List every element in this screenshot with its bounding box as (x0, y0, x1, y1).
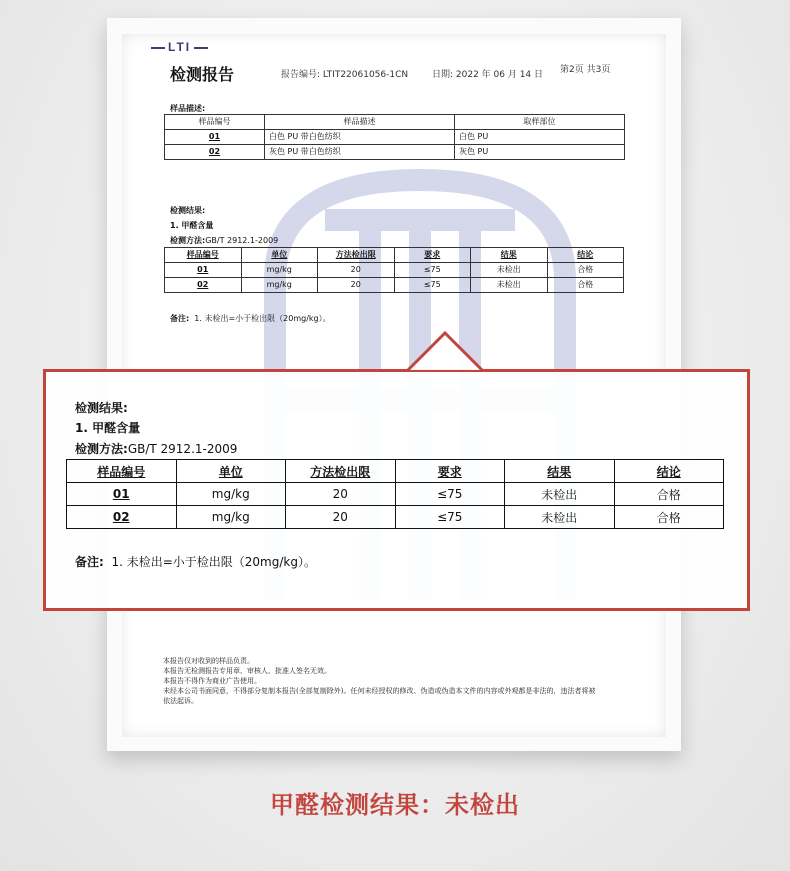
report-footer (163, 656, 633, 706)
sample-part-cell: 灰色 PU (455, 145, 625, 160)
table-row (165, 278, 624, 293)
requirement-cell: ≤75 (395, 506, 505, 529)
zoom-note: 备注: 1. 未检出=小于检出限（20mg/kg）。 (75, 555, 316, 569)
result-cell: 未检出 (505, 506, 615, 529)
limit-cell: 20 (286, 506, 396, 529)
unit-cell: mg/kg (176, 506, 286, 529)
result-caption: 甲醛检测结果：未检出 (270, 791, 520, 819)
requirement-cell: ≤75 (394, 278, 471, 293)
table-header-cell: 样品编号 (67, 460, 177, 483)
sample-desc-table (164, 114, 625, 160)
sample-part-cell: 白色 PU (455, 130, 625, 145)
table-header-cell: 单位 (176, 460, 286, 483)
table-header-row (165, 115, 625, 130)
unit-cell: mg/kg (176, 483, 286, 506)
table-header-cell: 要求 (395, 460, 505, 483)
sample-desc-cell: 白色 PU 带白色纺织 (265, 130, 455, 145)
result-cell: 未检出 (471, 263, 548, 278)
result-cell: 未检出 (471, 278, 548, 293)
note-small: 备注: 1. 未检出=小于检出限（20mg/kg）。 (170, 314, 331, 323)
limit-cell: 20 (318, 263, 395, 278)
table-header-cell: 样品编号 (165, 115, 265, 130)
table-header-cell: 结论 (614, 460, 724, 483)
report-number: 报告编号: LTIT22061056-1CN (281, 70, 409, 80)
table-row (67, 506, 724, 529)
table-header-cell: 单位 (241, 248, 318, 263)
table-header-cell: 结果 (471, 248, 548, 263)
table-header-cell: 样品编号 (165, 248, 242, 263)
results-table-zoomed (66, 459, 724, 529)
requirement-cell: ≤75 (395, 483, 505, 506)
page-number: 第2页 共3页 (560, 65, 611, 75)
results-table-small (164, 247, 624, 293)
zoom-results-label: 检测结果: (75, 401, 128, 415)
table-row (165, 263, 624, 278)
footer-line: 本报告无检测报告专用章、审核人、批准人签名无效。 (163, 667, 331, 675)
table-header-row (67, 460, 724, 483)
results-label: 检测结果: (170, 206, 206, 215)
unit-cell: mg/kg (241, 263, 318, 278)
conclusion-cell: 合格 (547, 278, 624, 293)
table-header-cell: 结果 (505, 460, 615, 483)
table-header-cell: 要求 (394, 248, 471, 263)
sample-desc-cell: 灰色 PU 带白色纺织 (265, 145, 455, 160)
table-header-row (165, 248, 624, 263)
footer-line: 本报告仅对收到的样品负责。 (163, 657, 254, 665)
limit-cell: 20 (318, 278, 395, 293)
table-header-cell: 取样部位 (455, 115, 625, 130)
result-cell: 未检出 (505, 483, 615, 506)
sample-id-cell: 01 (165, 130, 265, 145)
table-header-cell: 样品描述 (265, 115, 455, 130)
conclusion-cell: 合格 (614, 506, 724, 529)
table-row (165, 130, 625, 145)
sample-id-cell: 02 (165, 145, 265, 160)
report-date: 日期: 2022 年 06 月 14 日 (432, 70, 544, 80)
conclusion-cell: 合格 (614, 483, 724, 506)
table-row (67, 483, 724, 506)
company-logo: LTI (148, 40, 211, 54)
footer-line: 未经本公司书面同意，不得部分复制本报告(全部复制除外)。任何未经授权的修改、伪造或伪造本文件的内容或外观都是非法的，违法者将被 (163, 687, 596, 695)
zoom-test-method: 检测方法:GB/T 2912.1-2009 (75, 442, 238, 456)
unit-cell: mg/kg (241, 278, 318, 293)
footer-line: 本报告不得作为商业广告使用。 (163, 677, 261, 685)
sample-id-cell: 02 (165, 278, 242, 293)
table-header-cell: 方法检出限 (286, 460, 396, 483)
table-row (165, 145, 625, 160)
test-method: 检测方法:GB/T 2912.1-2009 (170, 236, 279, 245)
sample-id-cell: 01 (165, 263, 242, 278)
footer-line: 依法起诉。 (163, 697, 198, 705)
table-header-cell: 结论 (547, 248, 624, 263)
sample-id-cell: 01 (67, 483, 177, 506)
test-item: 1. 甲醛含量 (170, 221, 214, 230)
requirement-cell: ≤75 (394, 263, 471, 278)
table-header-cell: 方法检出限 (318, 248, 395, 263)
sample-desc-label: 样品描述: (170, 104, 206, 113)
limit-cell: 20 (286, 483, 396, 506)
report-title: 检测报告 (170, 65, 235, 84)
zoom-test-item: 1. 甲醛含量 (75, 421, 141, 435)
conclusion-cell: 合格 (547, 263, 624, 278)
sample-id-cell: 02 (67, 506, 177, 529)
